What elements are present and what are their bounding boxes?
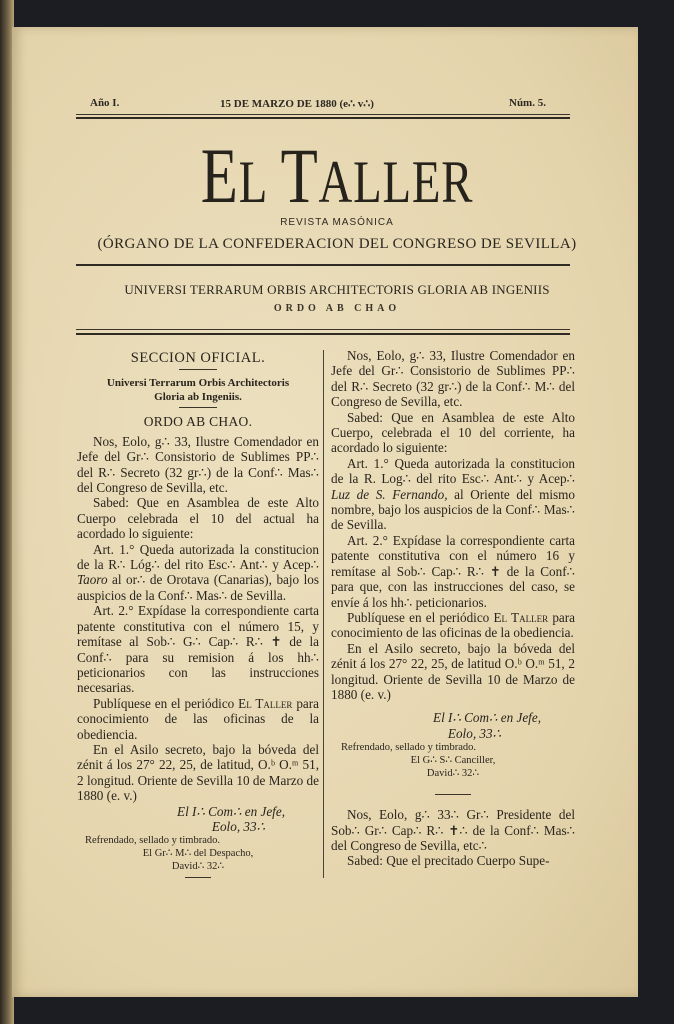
masthead-ordo: ORDO AB CHAO <box>273 303 401 314</box>
decree-location: En el Asilo secreto, bajo la bóveda del zénit á los 27° 22, 25, de latitud O.ᵇ O.ᵐ 51, 2 longitud. Oriente de Sevilla 10 de Marzo de 1880 (e. v.) <box>331 640 575 702</box>
short-rule <box>185 877 211 878</box>
decree-2-intro: Nos, Eolo, g∴ 33∴ Gr∴ Presidente del Sob∴ Gr∴ Cap∴ R∴ ✝∴ de la Conf∴ Mas∴ del Congreso de Sevilla, etc∴ <box>331 807 575 853</box>
decree-intro: Nos, Eolo, g∴ 33, Ilustre Comendador en Jefe del Gr∴ Consistorio de Sublimes PP∴ del R∴ Secreto (32 gr∴) de la Conf∴ Mas∴ del Congreso de Sevilla, etc. <box>77 433 319 496</box>
issue-year: Año I. <box>90 97 120 109</box>
decree-publication: Publíquese en el periódico El Taller para conocimiento de las oficinas de la obediencia. <box>77 695 320 742</box>
ordo-heading: ORDO AB CHAO. <box>143 414 253 430</box>
masthead-title: EL TALLER <box>200 132 474 219</box>
countersign-name: David∴ 32∴ <box>426 768 480 780</box>
signature-title: El I∴ Com∴ en Jefe, <box>433 710 541 726</box>
right-column <box>331 348 575 869</box>
decree-location: En el Asilo secreto, bajo la bóveda del zénit á los 27° 22, 25, de latitud, O.ᵇ O.ᵐ 51, 2 longitud. Oriente de Sevilla 10 de Marzo de 1880 (e. v.) <box>77 741 319 804</box>
countersign-name: David∴ 32∴ <box>171 861 225 873</box>
decree-2-sabed: Sabed: Que el precitado Cuerpo Supe- <box>347 853 550 869</box>
countersign-line: Refrendado, sellado y timbrado. <box>341 742 477 754</box>
decree-publication: Publíquese en el periódico El Taller para conocimiento de las oficinas de la obediencia. <box>331 609 576 641</box>
signature-title: El I∴ Com∴ en Jefe, <box>177 803 285 819</box>
short-rule <box>179 407 217 408</box>
decree-sabed: Sabed: Que en Asamblea de este Alto Cuerpo celebrada el 10 del actual ha acordado lo siguiente: <box>77 495 319 542</box>
signature-name: Eolo, 33∴ <box>447 725 501 741</box>
decree-article-2: Art. 2.° Expídase la correspondiente carta patente constitutiva con el número 15, y remítase al Sob∴ G∴ Cap∴ R∴ ✝ de la Conf∴ para su remision á los hh∴ peticionarios con las instrucciones necesarias. <box>77 603 319 696</box>
signature-name: Eolo, 33∴ <box>211 818 265 834</box>
countersign-office: El G∴ S∴ Canciller, <box>410 755 496 767</box>
decree-sabed: Sabed: Que en Asamblea de este Alto Cuerpo, celebrada el 10 del corriente, ha acordado lo siguiente: <box>331 409 575 456</box>
countersign-line: Refrendado, sellado y timbrado. <box>85 835 221 847</box>
header-rule-bottom <box>76 117 570 119</box>
issue-date: 15 DE MARZO DE 1880 (e∴ v∴) <box>220 98 374 110</box>
masthead-organ: (ÓRGANO DE LA CONFEDERACION DEL CONGRESO DE SEVILLA) <box>97 236 577 252</box>
header-rule-top <box>76 114 570 115</box>
masthead-rule <box>76 264 570 266</box>
short-rule <box>435 794 471 795</box>
invocation-line-1: Universi Terrarum Orbis Architectoris <box>106 377 290 390</box>
issue-number: Núm. 5. <box>509 97 546 109</box>
decree-article-1: Art. 1.° Queda autorizada la constitucion de la R. Log∴ del rito Esc∴ Ant∴ y Acep∴ Luz de S. Fernando, al Oriente del mismo nombre, bajo los auspicios de la Conf∴ Mas∴ de Sevilla. <box>331 455 576 533</box>
short-rule <box>179 369 217 370</box>
invocation-line-2: Gloria ab Ingeniis. <box>154 391 242 404</box>
decree-article-1: Art. 1.° Queda autorizada la constitucion de la R∴ Lóg∴ del rito Esc∴ Ant∴ y Acep∴ Taoro al or∴ de Orotava (Canarias), bajo los auspicios de la Conf∴ Mas∴ de Sevilla. <box>77 541 320 603</box>
column-divider <box>323 350 324 878</box>
left-column <box>77 348 319 884</box>
decree-intro: Nos, Eolo, g∴ 33, Ilustre Comendador en Jefe del Gr∴ Consistorio de Sublimes PP∴ del R∴ Secreto (32 gr∴) de la Conf∴ M∴ del Congreso de Sevilla, etc. <box>331 348 575 410</box>
decree-article-2: Art. 2.° Expídase la correspondiente carta patente constitutiva con el número 16 y remítase al Sob∴ Cap∴ R∴ ✝ de la Conf∴ para que, con las instrucciones del caso, se envíe á los hh∴ peticionarios. <box>331 532 575 610</box>
body-rule-top <box>76 329 570 330</box>
masthead-subtitle: REVISTA MASÓNICA <box>280 217 394 228</box>
section-title: SECCION OFICIAL. <box>130 350 266 366</box>
countersign-office: El Gr∴ M∴ del Despacho, <box>142 848 254 860</box>
masthead-motto: UNIVERSI TERRARUM ORBIS ARCHITECTORIS GLORIA AB INGENIIS <box>124 282 550 297</box>
body-rule-bottom <box>76 333 570 335</box>
